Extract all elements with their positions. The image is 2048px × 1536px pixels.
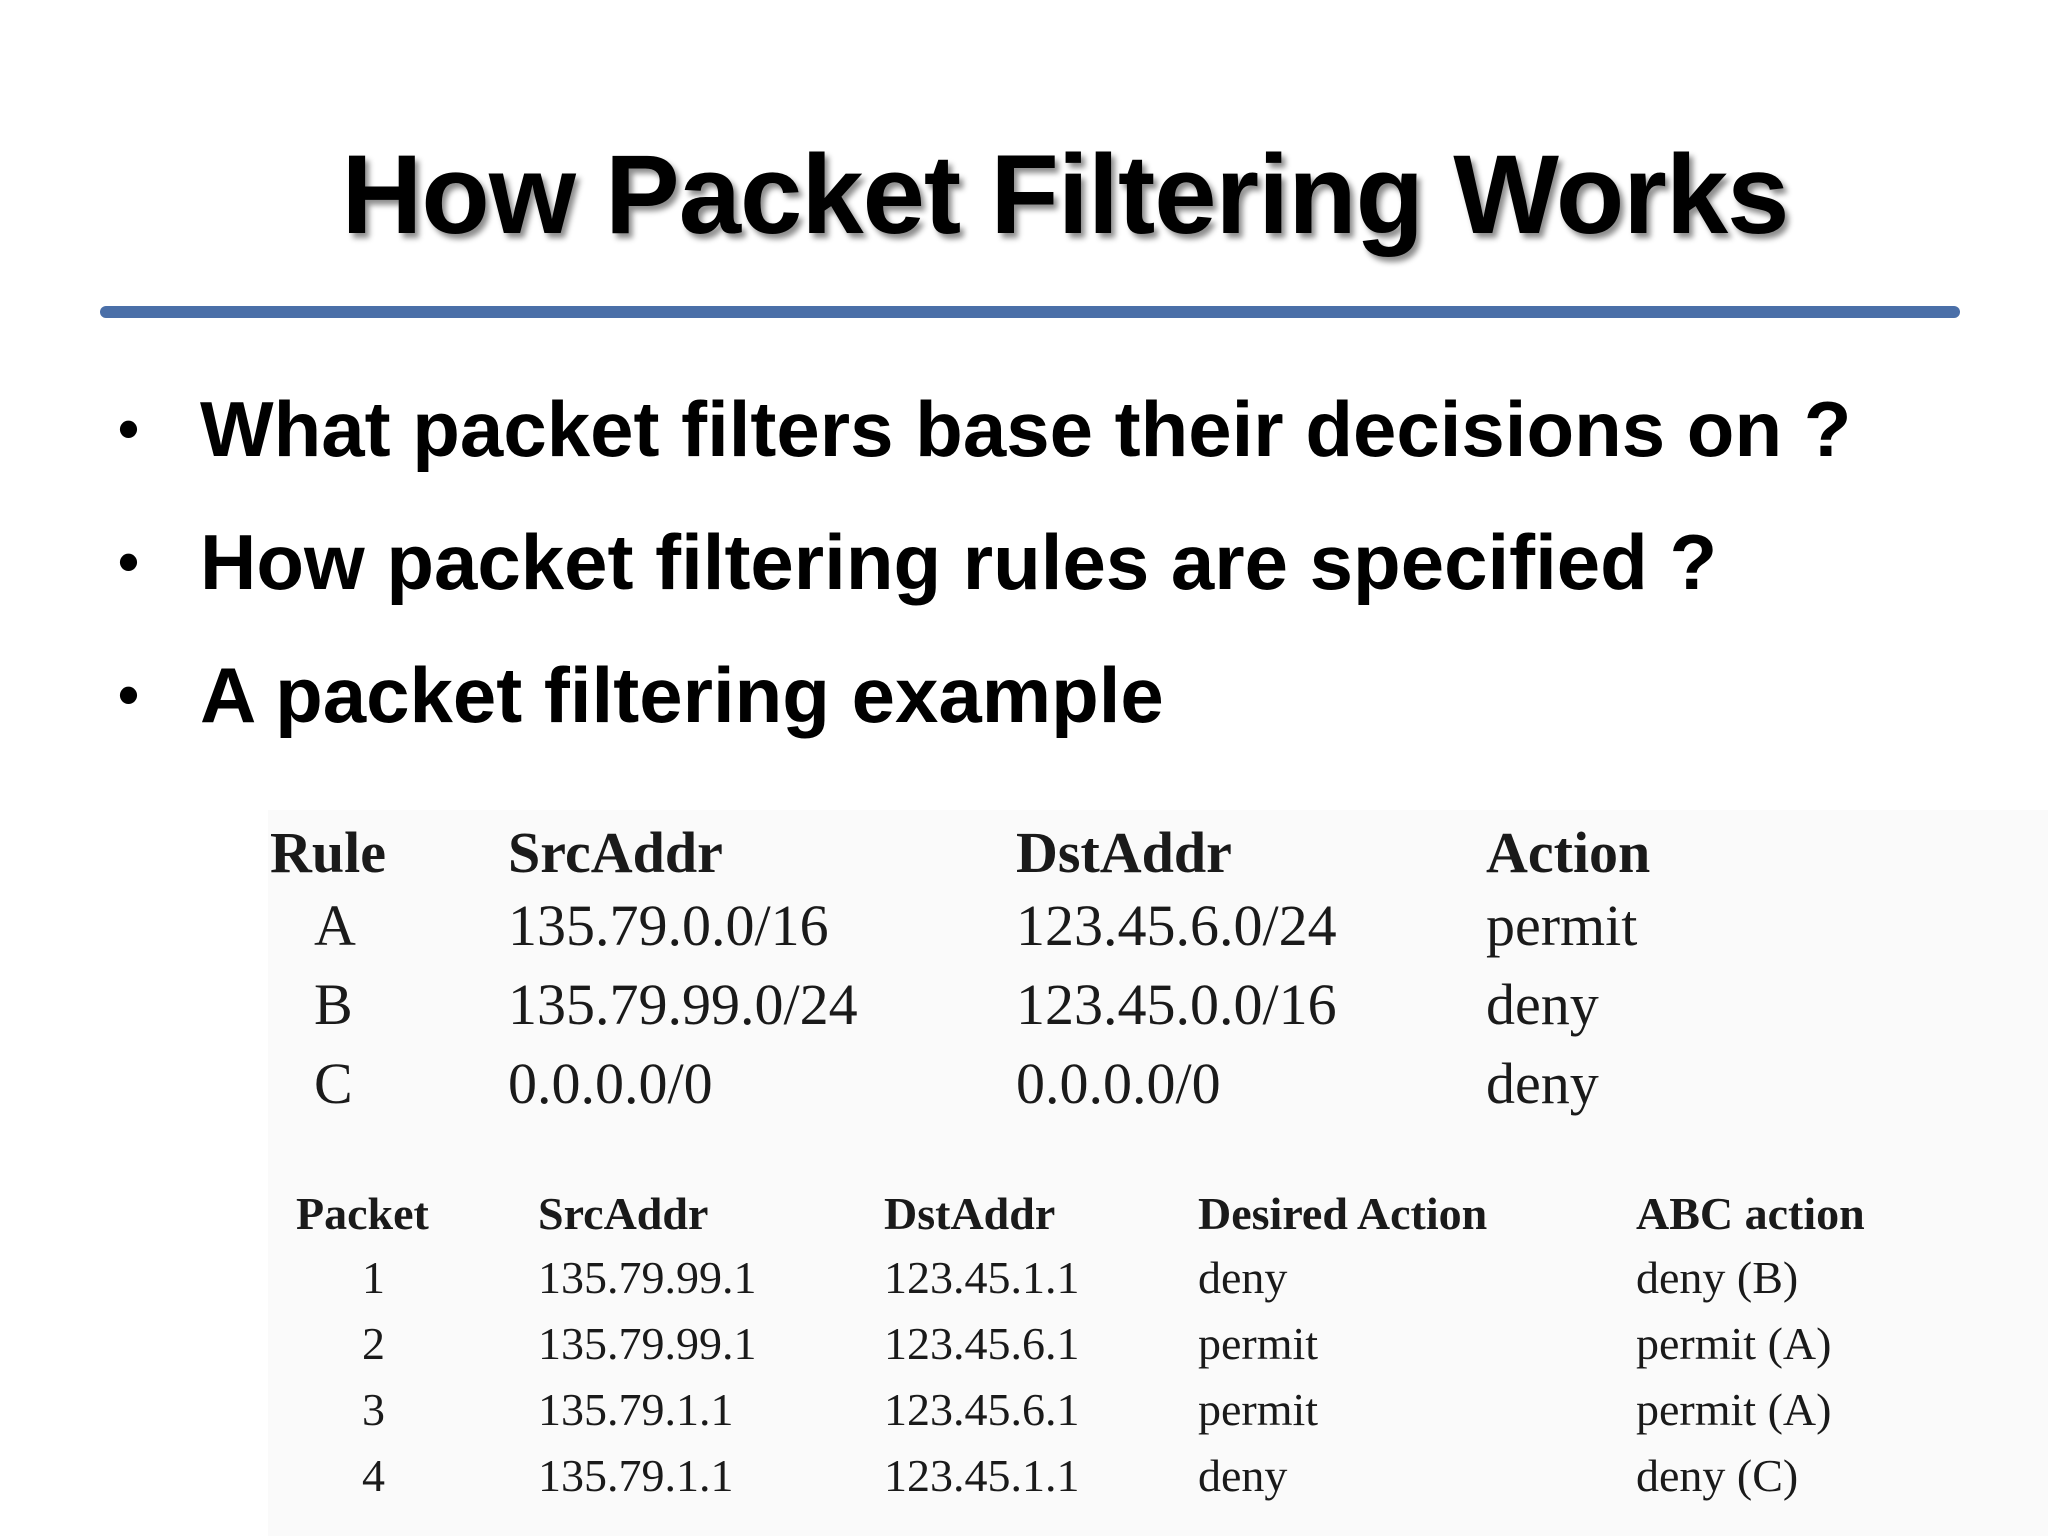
column-header-srcaddr: SrcAddr	[538, 1187, 709, 1239]
table-row	[296, 1442, 1865, 1508]
action-cell: deny	[1486, 972, 1599, 1037]
table-header-row	[270, 818, 1650, 886]
dst-addr-cell: 123.45.6.0/24	[1016, 893, 1337, 958]
column-header-dstaddr: DstAddr	[884, 1187, 1056, 1239]
bullet-item	[118, 636, 1998, 769]
src-addr-cell: 135.79.99.1	[538, 1251, 757, 1303]
table-row	[270, 1044, 1650, 1123]
table-row	[296, 1244, 1865, 1310]
dst-addr-cell: 123.45.1.1	[884, 1251, 1080, 1303]
abc-action-cell: deny (B)	[1636, 1251, 1799, 1303]
column-header-srcaddr: SrcAddr	[508, 819, 723, 885]
dst-addr-cell: 123.45.6.1	[884, 1383, 1080, 1435]
dst-addr-cell: 0.0.0.0/0	[1016, 1051, 1221, 1116]
bullet-icon: •	[118, 528, 140, 595]
src-addr-cell: 135.79.99.1	[538, 1317, 757, 1369]
abc-action-cell: permit (A)	[1636, 1383, 1832, 1435]
rule-id-cell: C	[314, 1051, 353, 1116]
rules-table	[270, 818, 1650, 1123]
bullet-item	[118, 370, 1998, 503]
column-header-rule: Rule	[270, 819, 386, 885]
packet-id-cell: 3	[362, 1383, 385, 1435]
desired-action-cell: deny	[1198, 1251, 1288, 1303]
table-row	[296, 1376, 1865, 1442]
desired-action-cell: permit	[1198, 1383, 1319, 1435]
desired-action-cell: permit	[1198, 1317, 1319, 1369]
bullet-item	[118, 503, 1998, 636]
bullet-list	[118, 370, 1998, 769]
table-header-row	[296, 1182, 1865, 1244]
action-cell: permit	[1486, 893, 1638, 958]
desired-action-cell: deny	[1198, 1449, 1288, 1501]
title-divider	[100, 306, 1960, 318]
rule-id-cell: A	[314, 893, 356, 958]
src-addr-cell: 135.79.0.0/16	[508, 893, 829, 958]
abc-action-cell: deny (C)	[1636, 1449, 1799, 1501]
bullet-text: A packet filtering example	[200, 651, 1164, 739]
column-header-abc-action: ABC action	[1636, 1187, 1865, 1239]
table-row	[296, 1310, 1865, 1376]
src-addr-cell: 135.79.1.1	[538, 1383, 734, 1435]
packets-table	[296, 1182, 1865, 1508]
bullet-icon: •	[118, 395, 140, 462]
packet-id-cell: 2	[362, 1317, 385, 1369]
bullet-text: How packet filtering rules are specified ?	[200, 518, 1718, 606]
column-header-dstaddr: DstAddr	[1016, 819, 1232, 885]
column-header-action: Action	[1486, 819, 1651, 885]
dst-addr-cell: 123.45.1.1	[884, 1449, 1080, 1501]
slide-title: How Packet Filtering Works	[341, 132, 1789, 257]
bullet-text: What packet filters base their decisions on ?	[200, 385, 1852, 473]
table-row	[270, 965, 1650, 1044]
rule-id-cell: B	[314, 972, 353, 1037]
column-header-desired-action: Desired Action	[1198, 1187, 1488, 1239]
action-cell: deny	[1486, 1051, 1599, 1116]
src-addr-cell: 0.0.0.0/0	[508, 1051, 713, 1116]
abc-action-cell: permit (A)	[1636, 1317, 1832, 1369]
column-header-packet: Packet	[296, 1187, 429, 1239]
table-row	[270, 886, 1650, 965]
packet-id-cell: 1	[362, 1251, 385, 1303]
bullet-icon: •	[118, 661, 140, 728]
dst-addr-cell: 123.45.6.1	[884, 1317, 1080, 1369]
src-addr-cell: 135.79.99.0/24	[508, 972, 858, 1037]
src-addr-cell: 135.79.1.1	[538, 1449, 734, 1501]
packet-id-cell: 4	[362, 1449, 385, 1501]
dst-addr-cell: 123.45.0.0/16	[1016, 972, 1337, 1037]
